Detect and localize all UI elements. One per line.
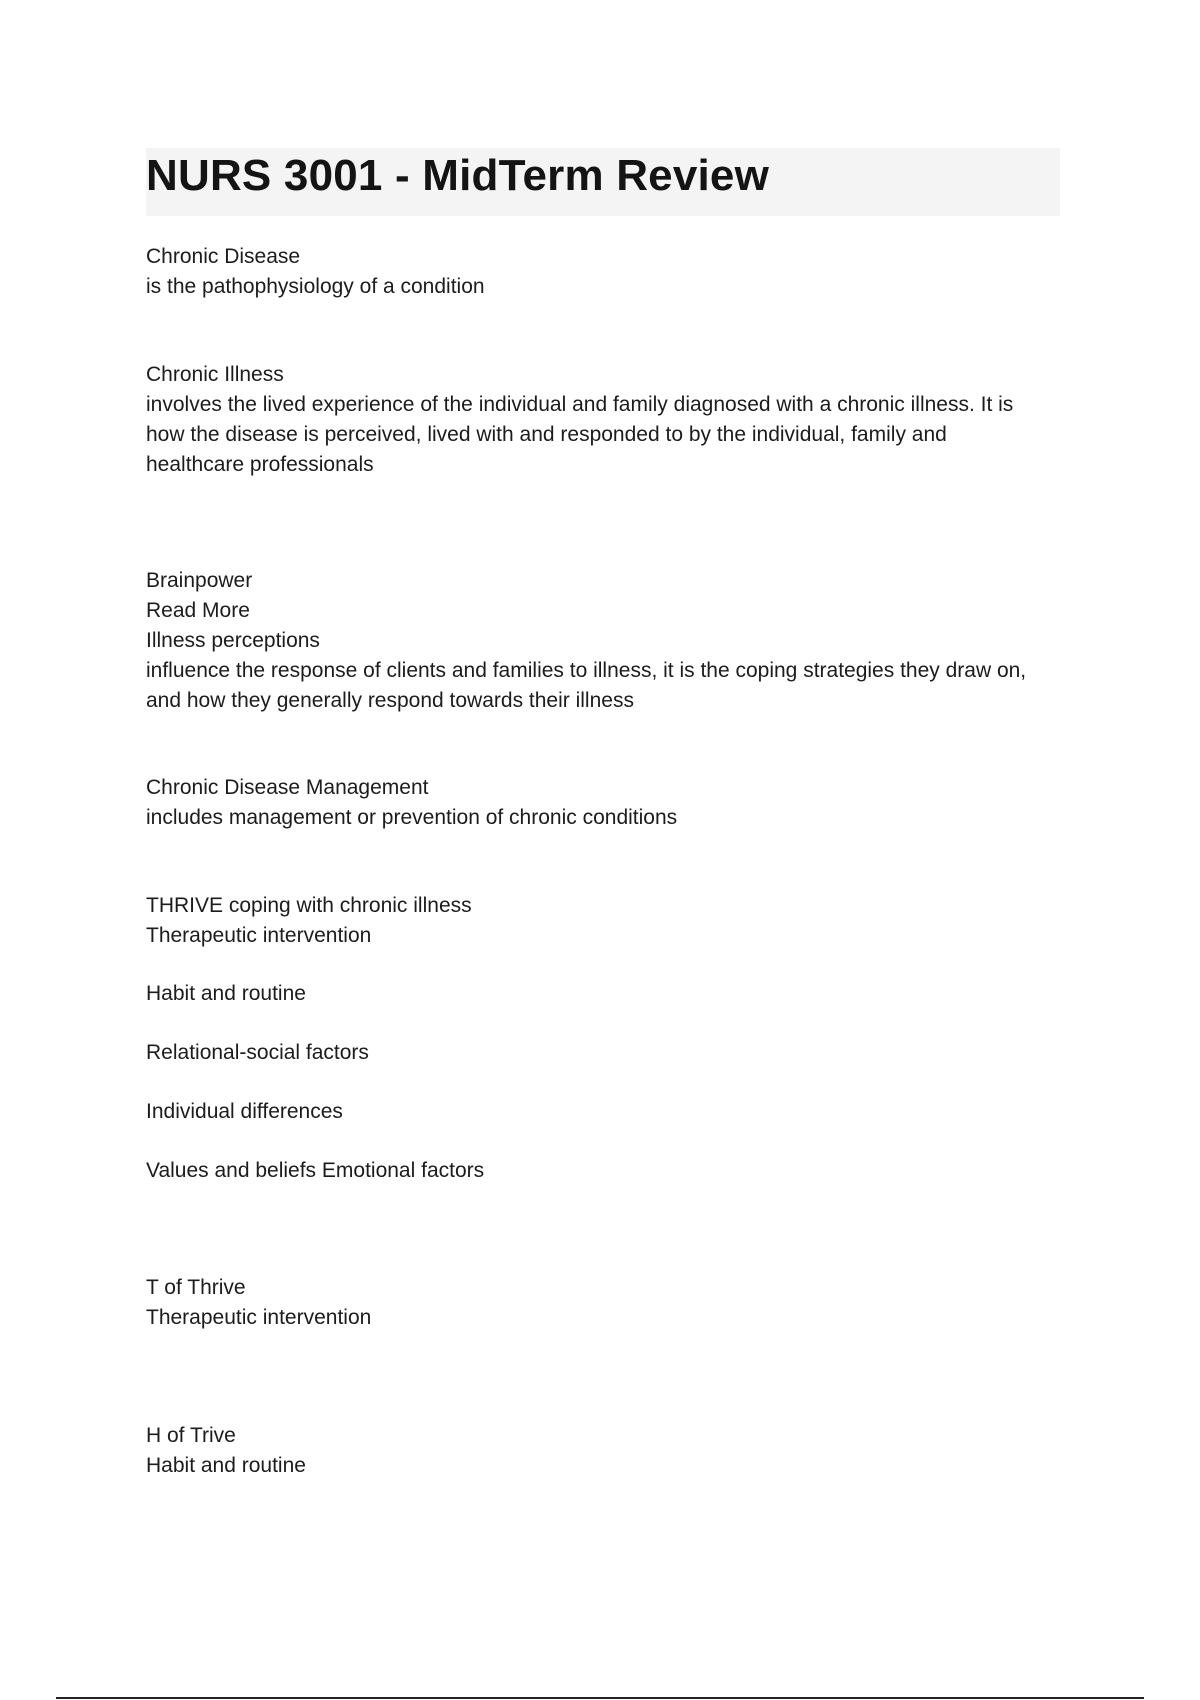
- entry-term: T of Thrive: [146, 1276, 246, 1299]
- entry-term: Chronic Illness: [146, 363, 284, 386]
- entry-illness-perceptions: [146, 566, 1046, 716]
- thrive-item: Values and beliefs Emotional factors: [146, 1159, 485, 1182]
- thrive-item: Relational-social factors: [146, 1041, 369, 1064]
- entry-definition: influence the response of clients and families to illness, it is the coping strategies they draw on, and how they generally respond towards their illness: [146, 659, 1027, 712]
- thrive-item-row: [146, 1038, 1046, 1068]
- entry-term: Chronic Disease Management: [146, 776, 429, 799]
- thrive-item: Therapeutic intervention: [146, 924, 372, 947]
- brainpower-label: Brainpower: [146, 569, 253, 592]
- entry-t-of-thrive: [146, 1273, 1046, 1333]
- footer-divider: [56, 1697, 1144, 1699]
- entry-term: Chronic Disease: [146, 245, 301, 268]
- thrive-item-row: [146, 1097, 1046, 1127]
- entry-definition: Therapeutic intervention: [146, 1306, 372, 1329]
- entry-chronic-disease-management: [146, 773, 1046, 833]
- entry-definition: involves the lived experience of the individual and family diagnosed with a chronic illness. It is how the disease is perceived, lived with and responded to by the individual, family and healthcare professionals: [146, 393, 1014, 476]
- thrive-item-row: [146, 1156, 1046, 1186]
- entry-h-of-thrive: [146, 1421, 1046, 1481]
- page-title: NURS 3001 - MidTerm Review: [146, 151, 770, 200]
- thrive-item: Habit and routine: [146, 982, 306, 1005]
- entry-term: H of Trive: [146, 1424, 236, 1447]
- thrive-item: Individual differences: [146, 1100, 343, 1123]
- read-more-link[interactable]: Read More: [146, 599, 250, 622]
- entry-definition: includes management or prevention of chronic conditions: [146, 806, 678, 829]
- entry-chronic-illness: [146, 360, 1046, 480]
- entry-chronic-disease: [146, 242, 1046, 302]
- entry-thrive: [146, 891, 1046, 951]
- thrive-item-row: [146, 979, 1046, 1009]
- entry-term: Illness perceptions: [146, 629, 320, 652]
- entry-definition: is the pathophysiology of a condition: [146, 275, 485, 298]
- entry-term: THRIVE coping with chronic illness: [146, 894, 472, 917]
- entry-definition: Habit and routine: [146, 1454, 306, 1477]
